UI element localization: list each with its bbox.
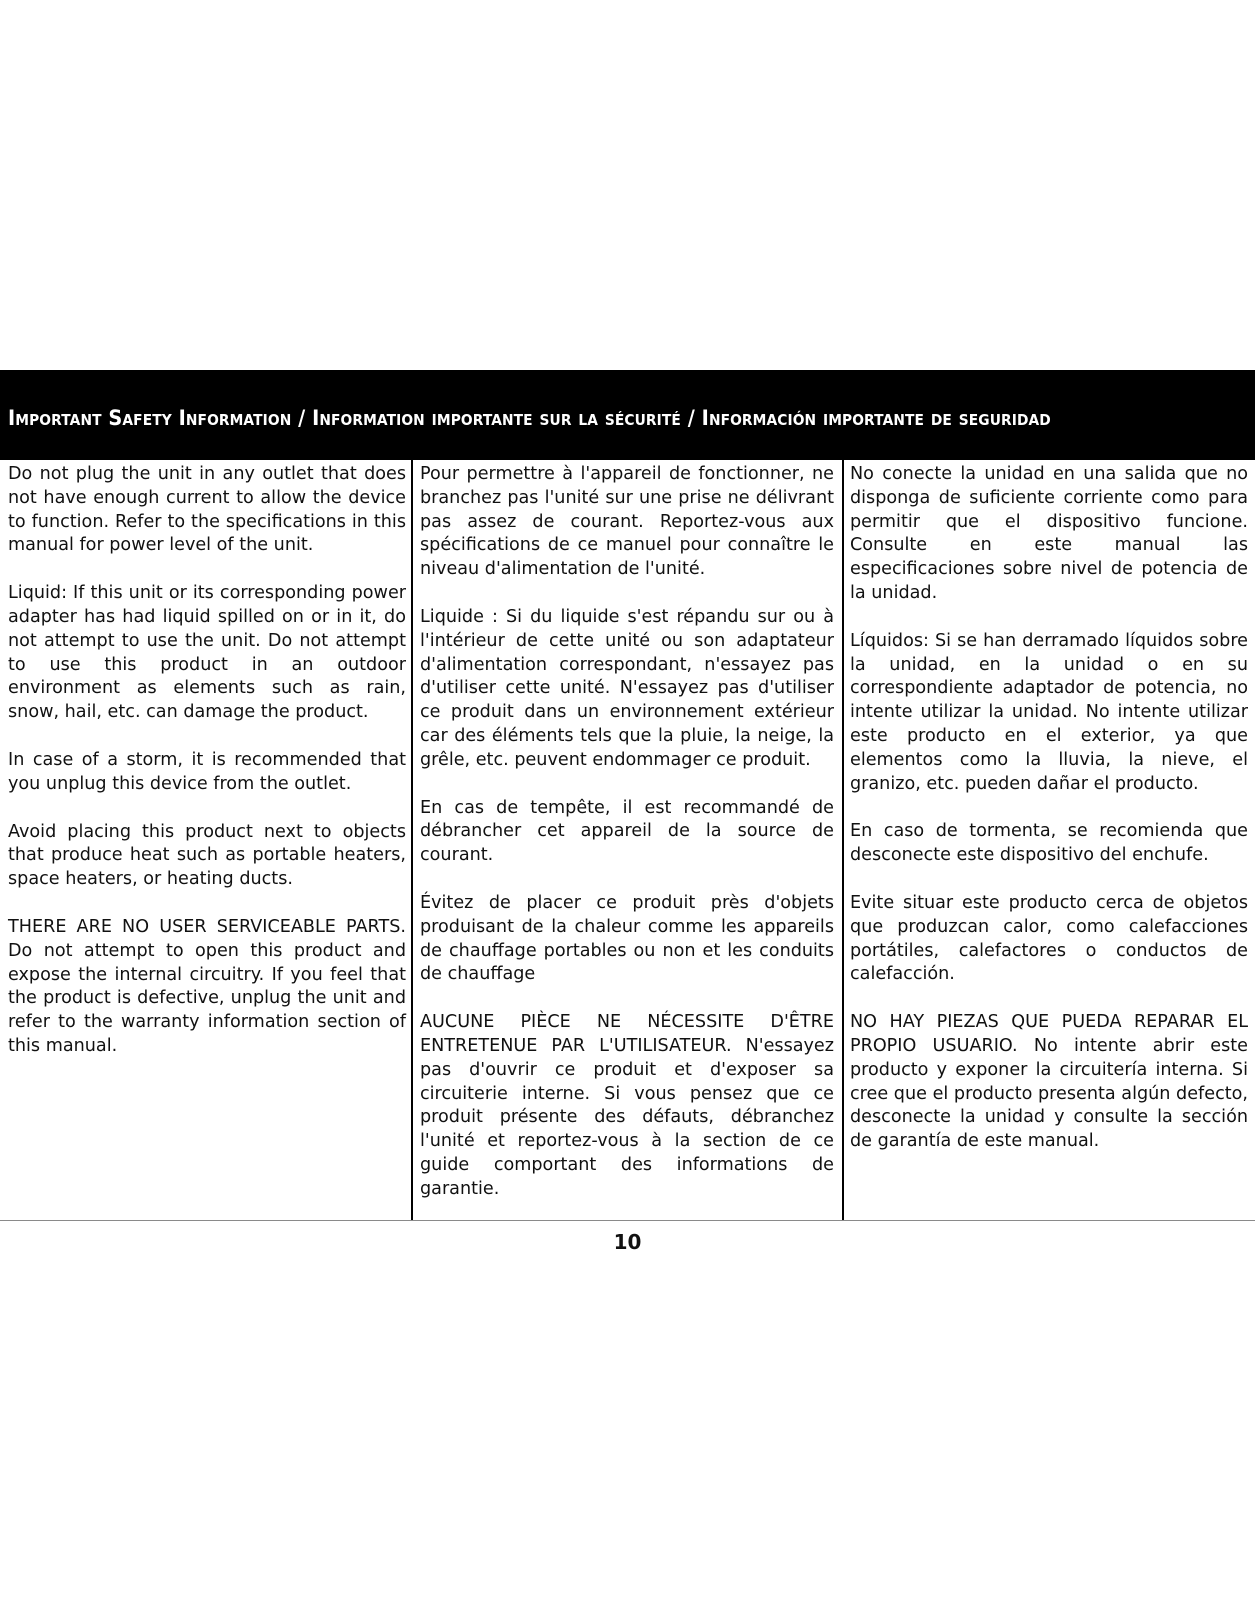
french-paragraph-liquid: Liquide : Si du liquide s'est répandu sur ou à l'intérieur de cette unité ou son adaptateur d'alimentation correspondant, n'essayez pas d'utiliser cette unité. N'essayez pas d'utiliser ce produit dans un environnement extérieur car des éléments tels que la pluie, la neige, la grêle, etc. peuvent endommager ce produit. — [420, 606, 834, 770]
english-paragraph-service: THERE ARE NO USER SERVICEABLE PARTS. Do not attempt to open this product and expose the internal circuitry. If you feel that the product is defective, unplug the unit and refer to the warranty information section of this manual. — [8, 916, 406, 1056]
spanish-paragraph-storm: En caso de tormenta, se recomienda que desconecte este dispositivo del enchufe. — [850, 821, 1248, 866]
english-paragraph-heat: Avoid placing this product next to objects that produce heat such as portable heaters, space heaters, or heating ducts. — [8, 821, 406, 890]
page-number: 10 — [613, 1230, 642, 1254]
spanish-paragraph-liquid: Líquidos: Si se han derramado líquidos sobre la unidad, en la unidad o en su correspondiente adaptador de potencia, no intente utilizar la unidad. No intente utilizar este producto en el exterior, ya que elementos como la lluvia, la nieve, el granizo, etc. pueden dañar el producto. — [850, 630, 1248, 794]
section-title: Important Safety Information / Information importante sur la sécurité / Información importante de seguridad — [8, 406, 1051, 430]
english-paragraph-storm: In case of a storm, it is recommended that you unplug this device from the outlet. — [8, 749, 406, 794]
english-paragraph-power: Do not plug the unit in any outlet that does not have enough current to allow the device to function. Refer to the specifications in this manual for power level of the unit. — [8, 464, 406, 556]
french-paragraph-service: AUCUNE PIÈCE NE NÉCESSITE D'ÊTRE ENTRETENUE PAR L'UTILISATEUR. N'essayez pas d'ouvrir ce produit et d'exposer sa circuiterie interne. Si vous pensez que ce produit présente des défauts, débranchez l'unité et reportez-vous à la section de ce guide comportant des informations de garantie. — [420, 1012, 834, 1199]
english-paragraph-liquid: Liquid: If this unit or its corresponding power adapter has had liquid spilled on or in it, do not attempt to use the unit. Do not attempt to use this product in an outdoor environment as elements such as rain, snow, hail, etc. can damage the product. — [8, 583, 406, 723]
bottom-rule — [0, 1220, 1255, 1221]
safety-columns — [0, 460, 1255, 1220]
section-header-bar — [0, 370, 1255, 460]
english-column — [8, 460, 406, 1220]
french-paragraph-power: Pour permettre à l'appareil de fonctionner, ne branchez pas l'unité sur une prise ne délivrant pas assez de courant. Reportez-vous aux spécifications de ce manuel pour connaître le niveau d'alimentation de l'unité. — [420, 464, 834, 580]
spanish-paragraph-heat: Evite situar este producto cerca de objetos que produzcan calor, como calefacciones portátiles, calefactores o conductos de calefacción. — [850, 892, 1248, 985]
spanish-column — [850, 460, 1248, 1220]
french-paragraph-storm: En cas de tempête, il est recommandé de débrancher cet appareil de la source de courant. — [420, 797, 834, 866]
french-column — [420, 460, 834, 1220]
spanish-paragraph-service: NO HAY PIEZAS QUE PUEDA REPARAR EL PROPIO USUARIO. No intente abrir este producto y exponer la circuitería interna. Si cree que el producto presenta algún defecto, desconecte la unidad y consulte la sección de garantía de este manual. — [850, 1012, 1248, 1152]
column-divider-right — [842, 460, 844, 1220]
french-paragraph-heat: Évitez de placer ce produit près d'objets produisant de la chaleur comme les appareils de chauffage portables ou non et les conduits de chauffage — [420, 892, 834, 985]
spanish-paragraph-power: No conecte la unidad en una salida que no disponga de suficiente corriente como para permitir que el dispositivo funcione. Consulte en este manual las especificaciones sobre nivel de potencia de la unidad. — [850, 464, 1248, 603]
column-divider-left — [411, 460, 413, 1220]
